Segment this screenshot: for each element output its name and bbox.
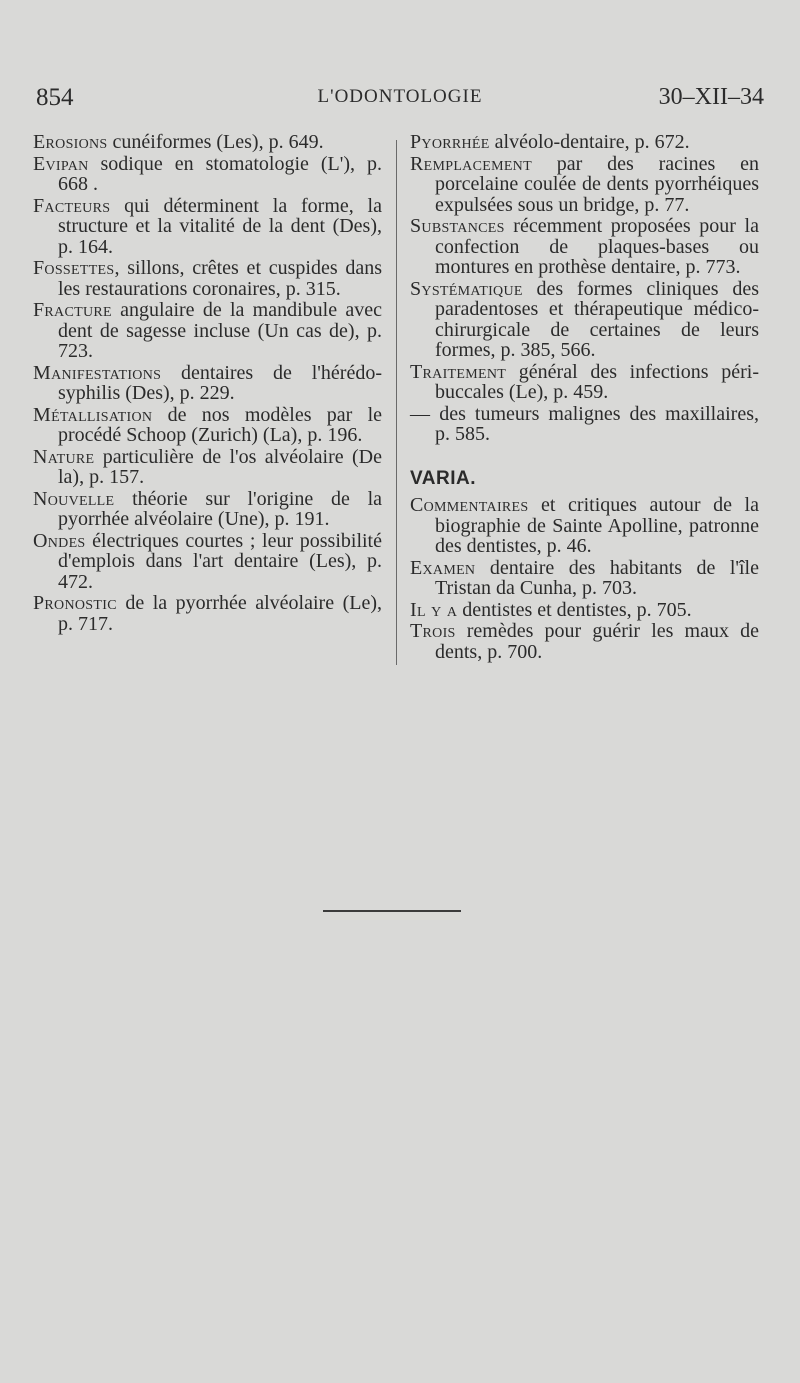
entry-keyword: Examen — [410, 556, 476, 579]
entry-text: sodique en stomatologie (L'), p. 668 . — [58, 152, 382, 195]
entry-keyword: Evipan — [33, 152, 89, 175]
section-heading-varia: VARIA. — [410, 467, 476, 489]
entry-text: de nos modèles par le procédé Schoop (Zurich) (La), p. 196. — [58, 403, 382, 446]
index-entry — [410, 404, 759, 445]
issue-date: 30–XII–34 — [658, 84, 764, 110]
entry-keyword: Ondes — [33, 529, 86, 552]
entry-keyword: Manifestations — [33, 361, 162, 384]
entry-keyword: Substances — [410, 215, 505, 237]
entry-keyword: Il y a — [410, 598, 458, 621]
entry-keyword: Métallisation — [33, 403, 153, 426]
running-title: L'ODONTOLOGIE — [317, 86, 483, 107]
entry-text: de la pyorrhée alvéolaire (Le), p. 717. — [58, 592, 382, 635]
index-entry — [33, 447, 382, 488]
entry-text: remèdes pour guérir les maux de dents, p. 700. — [435, 620, 759, 663]
column-divider — [396, 140, 397, 665]
entry-keyword: — — [410, 402, 431, 425]
entry-text: particulière de l'os alvéolaire (De la), p. 157. — [58, 445, 382, 488]
entry-text: dentaires de l'hérédo-syphilis (Des), p. 229. — [58, 361, 382, 404]
entry-keyword: Nouvelle — [33, 487, 115, 510]
entry-keyword: Remplacement — [410, 152, 532, 175]
entry-keyword: Traitement — [410, 360, 507, 383]
index-entry — [410, 362, 759, 403]
index-entry — [33, 405, 382, 446]
entry-text: , sillons, crêtes et cuspides dans les restaurations coronaires, p. 315. — [58, 257, 382, 300]
left-column — [33, 132, 382, 634]
page-number: 854 — [36, 84, 74, 111]
index-entry — [410, 216, 759, 278]
entry-text: des tumeurs malignes des maxillaires, p. 585. — [430, 402, 759, 445]
index-entry — [33, 154, 382, 195]
index-entry — [33, 593, 382, 634]
index-entry — [410, 279, 759, 361]
index-entry — [33, 132, 382, 153]
entry-text: électriques courtes ; leur possibilité d'emplois dans l'art dentaire (Les), p. 472. — [58, 529, 382, 593]
entry-keyword: Nature — [33, 445, 95, 468]
entry-text: récemment proposées pour la confection de plaques-bases ou montures en prothèse dentaire, p. 773. — [435, 215, 759, 278]
index-entry — [410, 600, 759, 621]
right-column — [410, 132, 759, 662]
entry-text: général des infections péri-buccales (Le), p. 459. — [435, 360, 759, 403]
entry-text: dentaire des habitants de l'île Tristan da Cunha, p. 703. — [435, 556, 759, 599]
entry-text: qui déterminent la forme, la structure et la vitalité de la dent (Des), p. 164. — [58, 194, 382, 258]
entry-text: dentistes et dentistes, p. 705. — [457, 598, 692, 621]
index-entry — [33, 196, 382, 258]
entry-keyword: Pyorrhée — [410, 131, 490, 153]
page-header — [36, 84, 764, 116]
entry-keyword: Fossettes — [33, 257, 115, 279]
entry-keyword: Erosions — [33, 131, 108, 153]
index-entry — [33, 300, 382, 362]
index-entry — [33, 531, 382, 593]
entry-keyword: Facteurs — [33, 194, 111, 217]
entry-text: angulaire de la mandibule avec dent de sagesse incluse (Un cas de), p. 723. — [58, 299, 382, 362]
entry-keyword: Pronostic — [33, 592, 117, 614]
entry-text: alvéolo-dentaire, p. 672. — [489, 131, 690, 153]
entry-text: des formes cliniques des paradentoses et thérapeutique médico-chirurgicale de certaines de leurs formes, p. 385, 566. — [435, 277, 759, 361]
entry-keyword: Commentaires — [410, 494, 529, 516]
index-entry — [33, 363, 382, 404]
index-entry — [410, 621, 759, 662]
entry-text: cunéiformes (Les), p. 649. — [107, 131, 324, 153]
end-rule — [323, 910, 461, 912]
index-entry — [410, 132, 759, 153]
entry-keyword: Fracture — [33, 299, 112, 321]
index-entry — [410, 558, 759, 599]
entry-keyword: Trois — [410, 620, 456, 642]
index-entry — [33, 258, 382, 299]
index-entry — [410, 495, 759, 557]
entry-text: et critiques autour de la biographie de Sainte Apolline, patronne des dentistes, p. 46. — [435, 494, 759, 557]
index-entry — [410, 154, 759, 216]
entry-text: théorie sur l'origine de la pyorrhée alvéolaire (Une), p. 191. — [58, 487, 382, 530]
entry-keyword: Systématique — [410, 277, 523, 300]
index-entry — [33, 489, 382, 530]
entry-text: par des racines en porcelaine coulée de dents pyorrhéiques expulsées sous un bridge, p. 77. — [435, 152, 759, 216]
